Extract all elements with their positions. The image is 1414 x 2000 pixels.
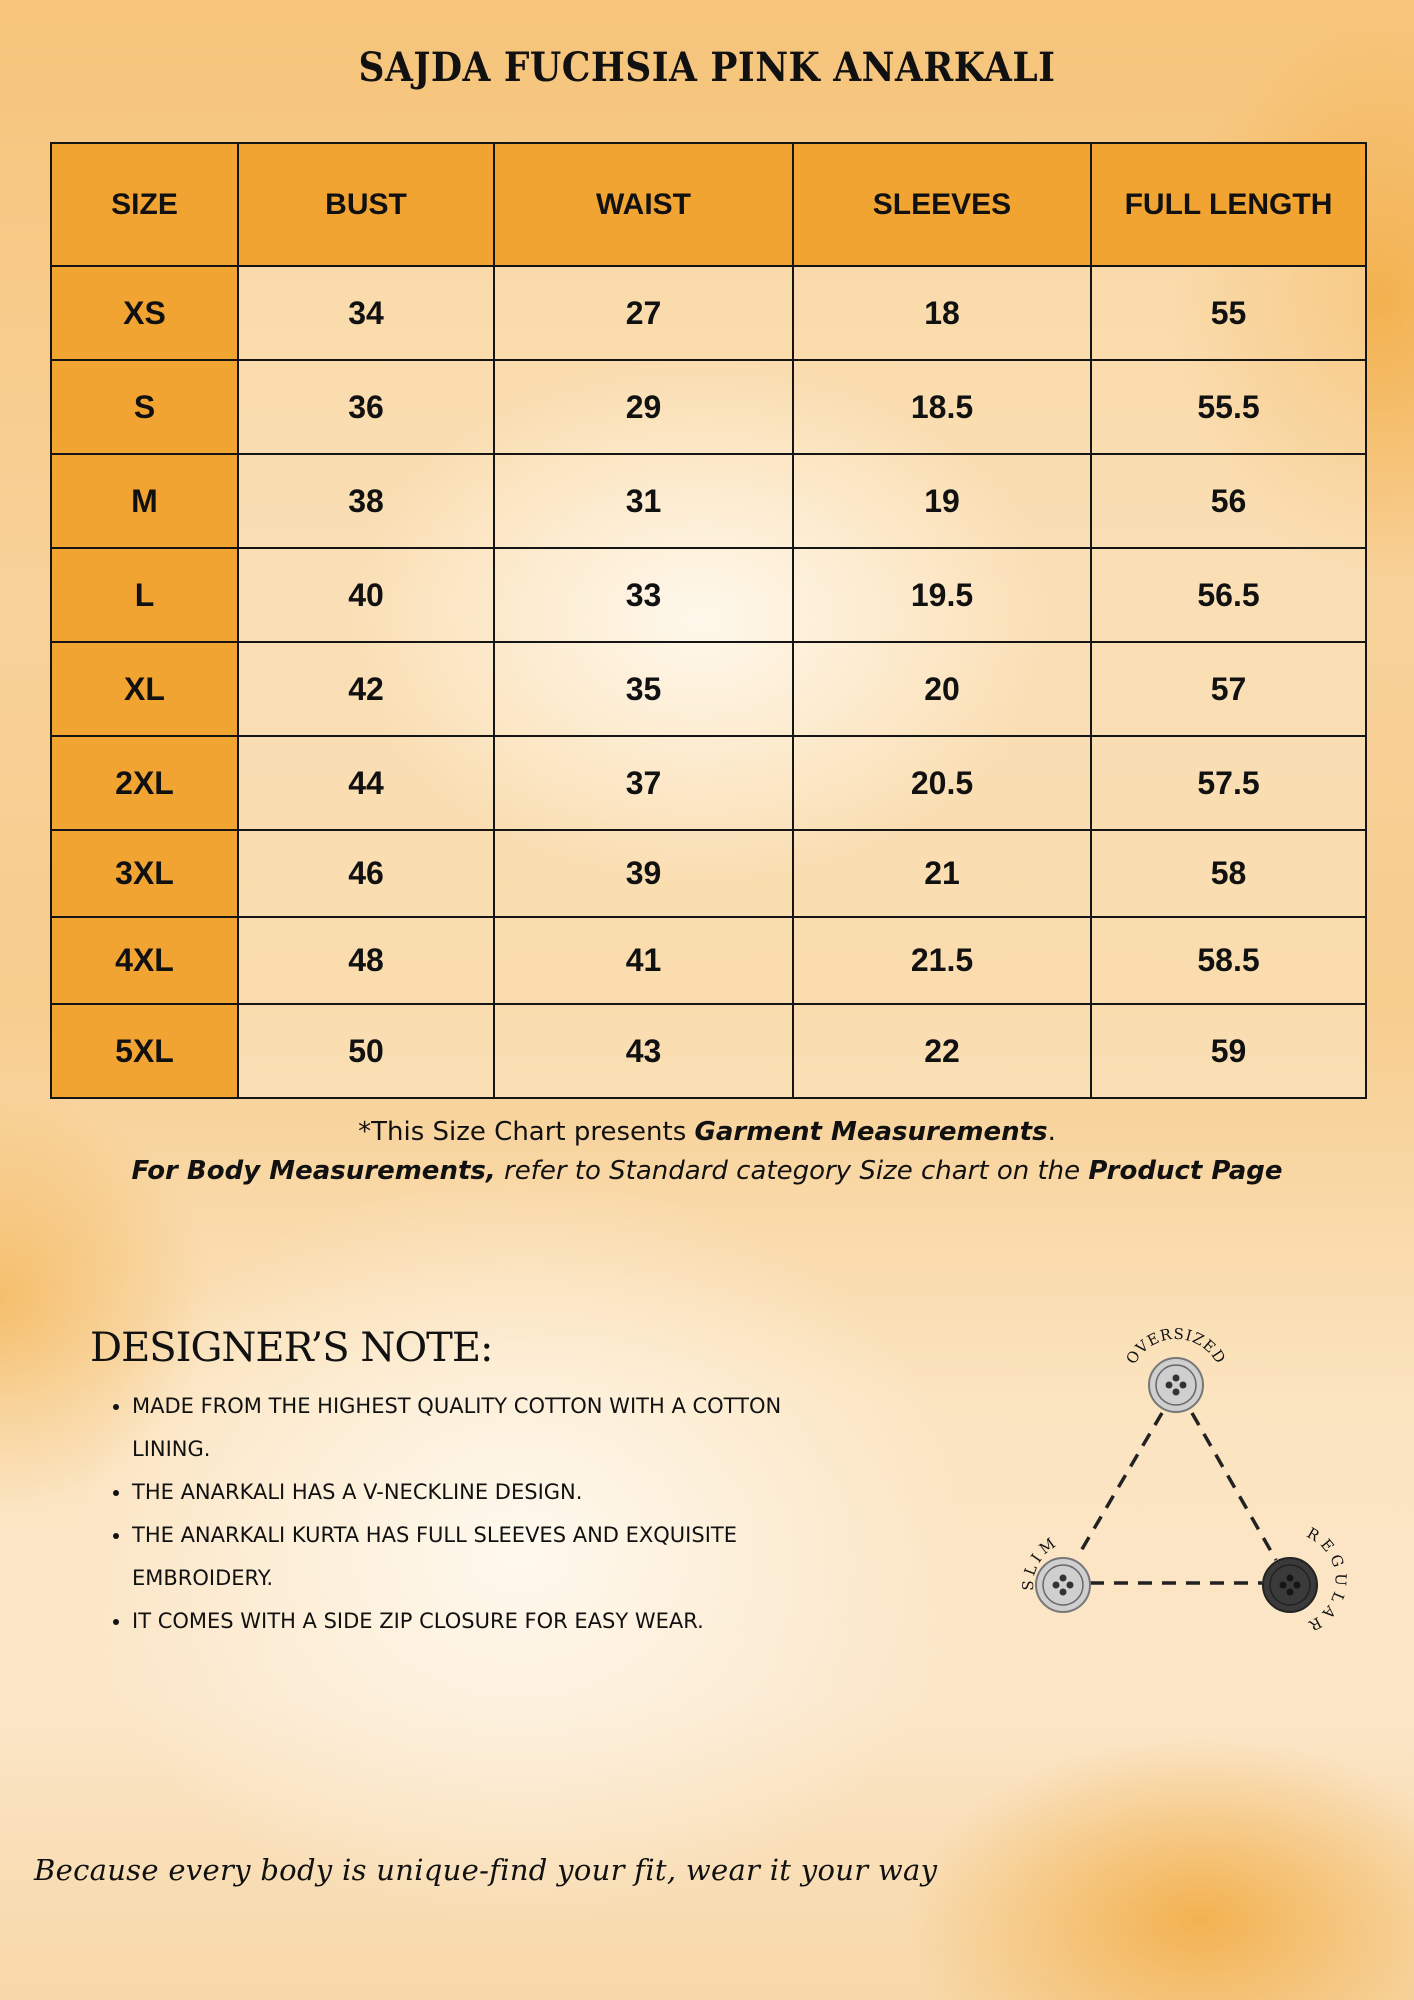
- sleeves-cell: 20.5: [793, 736, 1091, 830]
- list-item: • IT COMES WITH A SIDE ZIP CLOSURE FOR EASY WEAR.: [132, 1600, 832, 1643]
- size-cell: XL: [51, 642, 238, 736]
- waist-cell: 43: [494, 1004, 793, 1098]
- waist-cell: 35: [494, 642, 793, 736]
- size-cell: 5XL: [51, 1004, 238, 1098]
- footnote-period: .: [1047, 1117, 1056, 1147]
- designer-note-list: [100, 1385, 832, 1643]
- footnote-product-page: Product Page: [1088, 1156, 1283, 1186]
- size-cell: 4XL: [51, 917, 238, 1004]
- footnote-body-measurements: For Body Measurements,: [131, 1156, 496, 1186]
- sleeves-cell: 21: [793, 830, 1091, 917]
- waist-cell: 39: [494, 830, 793, 917]
- header-bust: BUST: [238, 143, 494, 266]
- header-sleeves: SLEEVES: [793, 143, 1091, 266]
- sleeves-cell: 19: [793, 454, 1091, 548]
- dashed-triangle: [1078, 1413, 1276, 1583]
- size-chart-table: [50, 142, 1367, 1099]
- table-header-row: [51, 143, 1366, 266]
- footnote-refer-text: refer to Standard category Size chart on the: [495, 1156, 1089, 1186]
- waist-cell: 31: [494, 454, 793, 548]
- full-length-cell: 58.5: [1091, 917, 1366, 1004]
- footnote-prefix: *This Size Chart presents: [358, 1117, 695, 1147]
- waist-cell: 29: [494, 360, 793, 454]
- fit-label-regular: REGULAR: [1301, 1523, 1350, 1637]
- button-light-icon: [1036, 1558, 1090, 1612]
- table-row: [51, 548, 1366, 642]
- bust-cell: 34: [238, 266, 494, 360]
- header-full-length: FULL LENGTH: [1091, 143, 1366, 266]
- waist-cell: 37: [494, 736, 793, 830]
- table-row: [51, 830, 1366, 917]
- size-cell: L: [51, 548, 238, 642]
- list-item: • THE ANARKALI HAS A V-NECKLINE DESIGN.: [132, 1471, 832, 1514]
- full-length-cell: 57.5: [1091, 736, 1366, 830]
- table-row: [51, 360, 1366, 454]
- table-row: [51, 736, 1366, 830]
- size-cell: XS: [51, 266, 238, 360]
- tagline: Because every body is unique-find your fit, wear it your way: [34, 1853, 938, 1887]
- full-length-cell: 57: [1091, 642, 1366, 736]
- sleeves-cell: 20: [793, 642, 1091, 736]
- bust-cell: 40: [238, 548, 494, 642]
- size-cell: M: [51, 454, 238, 548]
- bust-cell: 46: [238, 830, 494, 917]
- fit-label-oversized: OVERSIZED: [1122, 1324, 1230, 1368]
- list-item: • THE ANARKALI KURTA HAS FULL SLEEVES AND EXQUISITE EMBROIDERY.: [132, 1514, 832, 1600]
- page-title: SAJDA FUCHSIA PINK ANARKALI: [358, 44, 1056, 91]
- bust-cell: 48: [238, 917, 494, 1004]
- full-length-cell: 56: [1091, 454, 1366, 548]
- table-row: [51, 917, 1366, 1004]
- sleeves-cell: 18: [793, 266, 1091, 360]
- size-cell: 3XL: [51, 830, 238, 917]
- table-row: [51, 266, 1366, 360]
- full-length-cell: 55: [1091, 266, 1366, 360]
- table-row: [51, 642, 1366, 736]
- size-cell: 2XL: [51, 736, 238, 830]
- sleeves-cell: 22: [793, 1004, 1091, 1098]
- table-row: [51, 1004, 1366, 1098]
- bust-cell: 44: [238, 736, 494, 830]
- bust-cell: 38: [238, 454, 494, 548]
- button-light-icon: [1149, 1358, 1203, 1412]
- full-length-cell: 56.5: [1091, 548, 1366, 642]
- footnote-garment-measurements: Garment Measurements: [694, 1117, 1048, 1147]
- waist-cell: 27: [494, 266, 793, 360]
- sleeves-cell: 21.5: [793, 917, 1091, 1004]
- designer-note-heading: DESIGNER’S NOTE:: [90, 1325, 493, 1371]
- header-size: SIZE: [51, 143, 238, 266]
- bust-cell: 36: [238, 360, 494, 454]
- footnote-line-2: [0, 1156, 1414, 1186]
- sleeves-cell: 18.5: [793, 360, 1091, 454]
- button-dark-icon: [1263, 1558, 1317, 1612]
- full-length-cell: 59: [1091, 1004, 1366, 1098]
- table-row: [51, 454, 1366, 548]
- waist-cell: 33: [494, 548, 793, 642]
- waist-cell: 41: [494, 917, 793, 1004]
- full-length-cell: 58: [1091, 830, 1366, 917]
- bust-cell: 50: [238, 1004, 494, 1098]
- size-cell: S: [51, 360, 238, 454]
- list-item: • MADE FROM THE HIGHEST QUALITY COTTON WITH A COTTON LINING.: [132, 1385, 832, 1471]
- bust-cell: 42: [238, 642, 494, 736]
- header-waist: WAIST: [494, 143, 793, 266]
- footnote-line-1: [0, 1117, 1414, 1147]
- fit-diagram: [1000, 1320, 1360, 1660]
- full-length-cell: 55.5: [1091, 360, 1366, 454]
- fit-label-slim: SLIM: [1018, 1531, 1063, 1592]
- sleeves-cell: 19.5: [793, 548, 1091, 642]
